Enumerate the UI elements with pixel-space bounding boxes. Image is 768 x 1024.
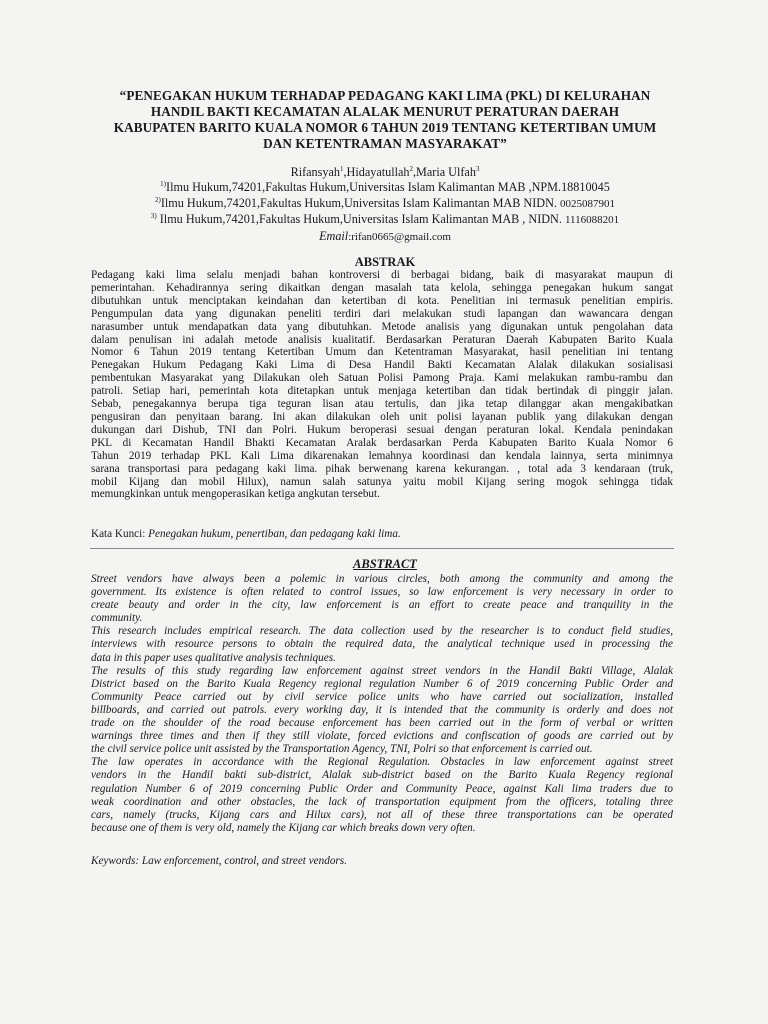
author-block bbox=[80, 165, 690, 245]
text-line: Pengumpulan data yang digunakan peneliti terdiri dari melakukan studi lapangan dan wawancara dengan bbox=[91, 307, 673, 320]
title-line: “PENEGAKAN HUKUM TERHADAP PEDAGANG KAKI LIMA (PKL) DI KELURAHAN bbox=[119, 88, 651, 103]
text-line: Penegakan Hukum Pedagang Kaki Lima di Desa Handil Bakti Kecamatan Alalak dilakukan sosialisasi bbox=[91, 359, 673, 372]
author-names: Rifansyah$^1$,Hidayatullah$^2$,Maria Ulfah$^3$ bbox=[290, 164, 480, 179]
text-line: weak coordination and other obstacles, the lack of transportation equipment from the officers, totaling three bbox=[91, 795, 673, 808]
text-line: data in this paper uses qualitative analysis techniques. bbox=[91, 651, 336, 664]
text-line: regulation Number 6 of 2019 concerning Public Order and Community Peace, against Kali lima traders due to bbox=[91, 782, 673, 795]
affiliation-2: $^{2)}$Ilmu Hukum,74201,Fakultas Hukum,Universitas Islam Kalimantan MAB NIDN. 0025087901 bbox=[155, 195, 615, 210]
email-line: Email:rifan0665@gmail.com bbox=[319, 228, 451, 243]
text-line: Nomor 6 Tahun 2019 tentang Ketertiban Umum dan Ketentraman Masyarakat, hasil penelitian ini tentang bbox=[91, 346, 673, 359]
abstract-heading: ABSTRACT bbox=[353, 557, 417, 571]
text-line: warnings three times and then if they still violate, forced evictions and confiscation of goods are carried out by bbox=[91, 730, 673, 743]
text-line: billboards, and carried out patrols. every working day, it is intended that the community is orderly and does not bbox=[91, 703, 673, 716]
text-line: Sebab, penegakannya berupa tiga teguran lisan atau tertulis, dan jika tetap dilanggar akan mengakibatkan bbox=[91, 398, 673, 411]
title-line: KABUPATEN BARITO KUALA NOMOR 6 TAHUN 2019 TENTANG KETERTIBAN UMUM bbox=[113, 120, 657, 135]
kata-kunci: Kata Kunci: Penegakan hukum, penertiban, dan pedagang kaki lima. bbox=[91, 528, 401, 540]
text-line: cars, namely (trucks, Kijang cars and Hilux cars), not all of these three transportations can be operated bbox=[91, 808, 673, 821]
affiliation-1: $^{1)}$Ilmu Hukum,74201,Fakultas Hukum,Universitas Islam Kalimantan MAB ,NPM.18810045 bbox=[160, 180, 610, 195]
text-line: District based on the Barito Kuala Regency regional regulation Number 6 of 2019 concerning Public Order and bbox=[91, 677, 673, 690]
text-line: This research includes empirical research. The data collection used by the researcher is to conduct field studies, bbox=[91, 625, 673, 638]
keywords-line: Keywords: Law enforcement, control, and street vendors. bbox=[91, 855, 347, 867]
text-line: pembentukan Masyarakat yang Dilakukan oleh Satuan Polisi Pamong Praja. Kami melakukan rambu-rambu dan bbox=[91, 372, 673, 385]
text-line: patroli. Setiap hari, pemerintah kota ditetapkan untuk menjaga ketertiban dan tidak bertindak di pinggir jalan. bbox=[91, 385, 673, 398]
text-line: vendors in the Handil bakti sub-district, Alalak sub-district based on the Barito Kuala Regency regional bbox=[91, 769, 673, 782]
text-line: interviews with resource persons to obtain the required data, the analytical technique used in processing the bbox=[91, 638, 673, 651]
text-line: government. Its existence is often related to control issues, so law enforcement is very necessary in order to bbox=[91, 586, 673, 599]
text-line: dalam penulisan ini adalah metode analisis kualitatif. Berdasarkan Peraturan Daerah Kabupaten Barito Kuala bbox=[91, 333, 673, 346]
abstract-body bbox=[91, 573, 673, 835]
text-line: pengusiran dan penyitaan barang. Ini akan dilakukan oleh unit polisi layanan publik yang dilakukan dengan bbox=[91, 410, 673, 423]
text-line: mobil Kijang dan mobil Hilux), namun salah satunya yaitu mobil Kijang sering mogok sehingga tidak bbox=[91, 475, 673, 488]
paper-title bbox=[80, 88, 690, 152]
text-line: create beauty and order in the city, law enforcement is an effort to create peace and tranquility in the bbox=[91, 599, 673, 612]
abstrak-heading: ABSTRAK bbox=[354, 255, 416, 269]
text-line: dibutuhkan untuk menciptakan keindahan dan ketertiban di kota. Penelitian ini termasuk penelitian empiris. bbox=[91, 294, 673, 307]
text-line: Pedagang kaki lima selalu menjadi bahan kontroversi di berbagai bidang, baik di masyarakat maupun di bbox=[91, 269, 673, 281]
text-line: because one of them is very old, namely the Kijang car which breaks down very often. bbox=[91, 821, 476, 834]
text-line: Community Peace carried out by civil service police units who have carried out socialization, installed bbox=[91, 690, 673, 703]
text-line: community. bbox=[91, 612, 143, 625]
text-line: dukungan dari Dishub, TNI dan Polri. Hukum beroperasi sesuai dengan peraturan lokal. Kendala penindakan bbox=[91, 423, 673, 436]
text-line: Tahun 2019 terhadap PKL Kali Lima dikarenakan lemahnya koordinasi dan kendala lainnya, serta minimnya bbox=[91, 449, 673, 462]
text-line: sarana transportasi para pedagang kaki lima. pihak berwenang karena kekurangan. , total ada 3 kendaraan (truk, bbox=[91, 462, 673, 475]
title-line: DAN KETENTRAMAN MASYARAKAT” bbox=[263, 136, 507, 151]
title-line: HANDIL BAKTI KECAMATAN ALALAK MENURUT PERATURAN DAERAH bbox=[150, 104, 620, 119]
text-line: trade on the shoulder of the road because enforcement has been carried out in the form of verbal or written bbox=[91, 717, 673, 730]
kata-kunci-terms: Penegakan hukum, penertiban, dan pedagang kaki lima. bbox=[148, 528, 401, 540]
text-line: Street vendors have always been a polemic in various circles, both among the community and among the bbox=[91, 573, 673, 585]
abstrak-body bbox=[91, 269, 673, 501]
text-line: memungkinkan untuk mengoperasikan ketiga angkutan tersebut. bbox=[91, 488, 380, 501]
text-line: the civil service police unit assisted by the Transportation Agency, TNI, Polri so that enforcement is carried out. bbox=[91, 743, 593, 756]
affiliation-3: $^{3)}$ Ilmu Hukum,74201,Fakultas Hukum,Universitas Islam Kalimantan MAB , NIDN. 1116088201 bbox=[150, 212, 620, 227]
text-line: narasumber untuk mendapatkan data yang dibutuhkan. Metode analisis yang digunakan untuk pengolahan data bbox=[91, 320, 673, 333]
email-address: :rifan0665@gmail.com bbox=[348, 230, 451, 243]
text-line: PKL di Kecamatan Handil Bhakti Kecamatan Aralak berdasarkan Perda Kabupaten Barito Kuala Nomor 6 bbox=[91, 436, 673, 449]
text-line: The law operates in accordance with the Regional Regulation. Obstacles in law enforcement against street bbox=[91, 756, 673, 769]
section-divider bbox=[90, 548, 674, 549]
text-line: The results of this study regarding law enforcement against street vendors in the Handil Bakti Village, Alalak bbox=[91, 664, 673, 677]
text-line: pemerintahan. Kehadirannya sering dikaitkan dengan masalah tata kelola, sehingga penegakan hukum sangat bbox=[91, 281, 673, 294]
